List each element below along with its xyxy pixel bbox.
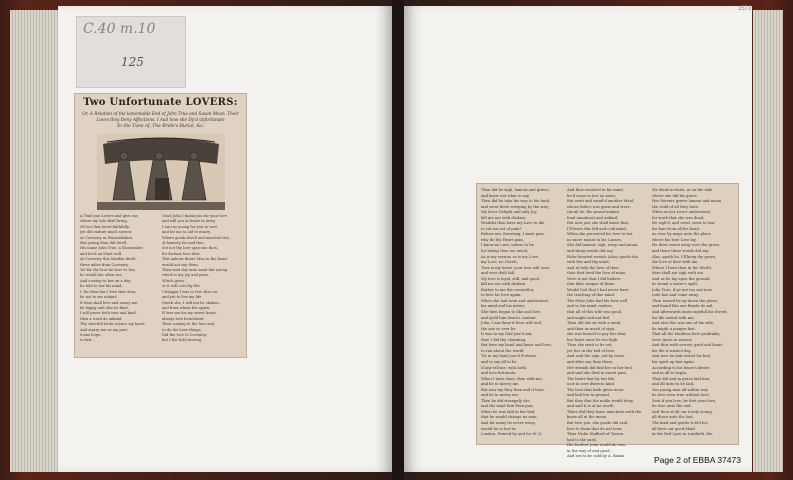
book-page-edges-right xyxy=(753,10,783,472)
ballad-sheet-left xyxy=(74,93,247,358)
ballad-column-2: Good John I thank you for your love and will you at home to tarry, I am too young for you to wed, and for me to old to marry. Where goods dwell and mischief doe, of honesty far and free, Set not thy love upon me then, for fortune love thee. This ankour Besse Mou to the heart would not say them. Then next day unto maid fair young which is my joy and prize, Which gives... or it will cost thy life. Unhappy I was to love thee so, and yet to live my life. Quoth she, I will not be shaken, and from whom the spurn, If love me for my sweet heart, always love hereditant. Thou coming to the love and, to do the lowe things, Did the love to Coventry, but I the hold tearing. xyxy=(162,214,231,343)
book-page-edges-left xyxy=(10,10,62,472)
ballad-right-column-3: Sir Maid in white, at on the side where she did his grave, Her Parents grieve lament and moan the child of all they have. When as her Lover understood, for truth that she was dead, He sigh'd, and cried, went to tear his hair from all his head. As ever by maps unto the place where his true Love lay, He dries sweet away over the grave, and there these words did say: Alas, quoth he, I'll keep thy grave, the love of thee with me, Where I have thou in the World, thou shall not sigh with me. And as he lay upon the ground, he found a water's spell, John True, if ye not too sad now, rode has and come away, Then turned he up down the grave, and found like one Bende do mil, And afterwards most ragefull his Sweet, his life ended with me; And also this was one of his wife, he might a pauper fast. That all the Maidens here profitably were given in sorrow, And thus with sorrow, grief and heart his life it wasted day, And now he had rested his bed, his spirit up last again. According to his heart's desire, and in all to begin, They did and in grave laid him, and all unto to be laid. You young men all within way be love even true without love, Sent if you love, be first your love, be true unto the end. And then of all our lovely young, all those unto the last, The kind and gentle is fed for, all here our good Maid at the Red Lyon in Lambeth, the xyxy=(652,188,728,437)
page-indicator: Page 2 of EBBA 37473 xyxy=(654,455,741,465)
shelfmark-number: 125 xyxy=(121,55,144,69)
book-gutter xyxy=(392,0,404,480)
folio-number: 1573 xyxy=(738,6,752,12)
woodcut-illustration xyxy=(97,134,225,210)
ballad-title: Two Unfortunate LOVERS: xyxy=(83,97,238,108)
shelfmark-text: C.40 m.10 xyxy=(83,21,156,37)
ballad-column-1: A Tend you Lovers and give ear, where my tale shall bring, Of two that loved faithfully, yet did endure much sorrow. At Coventry in Warwickshire, this young Man did dwell, His name John True, a Shoemaker, and lov'd an Maid well. At Coventry this Maiden dwelt, three miles from Coventry, Yet for the love he bore to her, he would her often see. And coming to her on a day, he told to her his mind, I, for thou has I love thee dear, be not to me unkind. If thou shall love and marry me, be happy and also be kind, I will prove both true and kind, then a word do unkind, Thy cheerful looks rejoice my heart, And marry me on my part, Some hope... to bed... xyxy=(80,214,146,343)
shelfmark-slip xyxy=(76,16,186,88)
ballad-right-column-2: And thus resolved in his mind, he'd come to her no more, But went and wand'd another Maid, whose father was great and store. Quoth he, the proud unkind fond unnatural and unkind; But now just she shall know that, I'll leave this fell and cold mind. When she perceived his love to her no more meant to be, Lasses, She did lament, sigh, weep and moan, and sharp words did say; False hearted wretch (alas) quoth she, with fire and thy mind, And at holy the love of thee, thou that bred the love of mine. Were it not that I did believe that false tongue of thine, Would God that I had never have the teaching of this mind. The False John had his best well and so his mind confess, that all of this wife was good, and might and not feel. Then did she sit with a mind, and then as much of sign, she was herself to pay her dear, her heart must be too high. Thou she wish to be set; yet lies in the bed of love, And said the sign, yet by more, and after say than these, Her friends did find her in her bed, and said she died in sweet pain, The heart that by her life, now in sore distress kind. The best that hath given more and laid her in ground, But they that the noble would deny, and said it is of no worth. There did they leave man-born-with the knew all in the mean, But love you, she goods did said, love to them that do not bear. Then Nicke Stafford of Tavern had to the yard, His brother John would do was, in the way of and good. And see to be sold by A. Banks xyxy=(567,188,642,459)
ballad-sheet-right xyxy=(476,183,739,459)
ballad-tune: To the Tune of, The Bride's Burial, &c. xyxy=(116,124,205,129)
ballad-right-column-1: Thou did he sigh, lament and grieve, and knew not what to say, Then did he take his way to his back, and went there weeping by the way; My loves Delight and only Joy, kill me not with disdain, Wouldst thou have my Love to die, to rid me out of pain? Refuse me, Sweeting, I must pass, why do thy Heart pain, I know no cure, unless to be for loving thee too much; As is my sorrow, so is my Love, my Love, no Deceit, True is my heart, your love will save, and ever doth fall. My love is loyal, still, and good, kill me not with disdain, Rather to me the counsellor, to love for love again. When she had seen and understood his mind and his intent, She then began to like and love, and yield him heart's content. John, I am thine if thou will wed, the one so ever be It was to my Dad you'd ask, then I did thy charming. But here my hand and heart and love, to run about the world, Tis to my hand you'd Fortune, and to say all to be. If any tell me, with both, and love fortunate, When I have done, then with me, and be to mercy me. But now my they then and it here, and be to merry me; Then he did strangely she, and the maid that Fern pair, When he was laid in her bed, that he would change no man, And for many he never weep, would he to her be London: Printed by and for W. O. xyxy=(481,188,552,437)
ballad-subtitle: Or, A Relation of the lamentable End of John True and Susan Mean. Their Loves they Deny Affections, I Aud how she Dy'd unfortunate xyxy=(82,111,239,122)
